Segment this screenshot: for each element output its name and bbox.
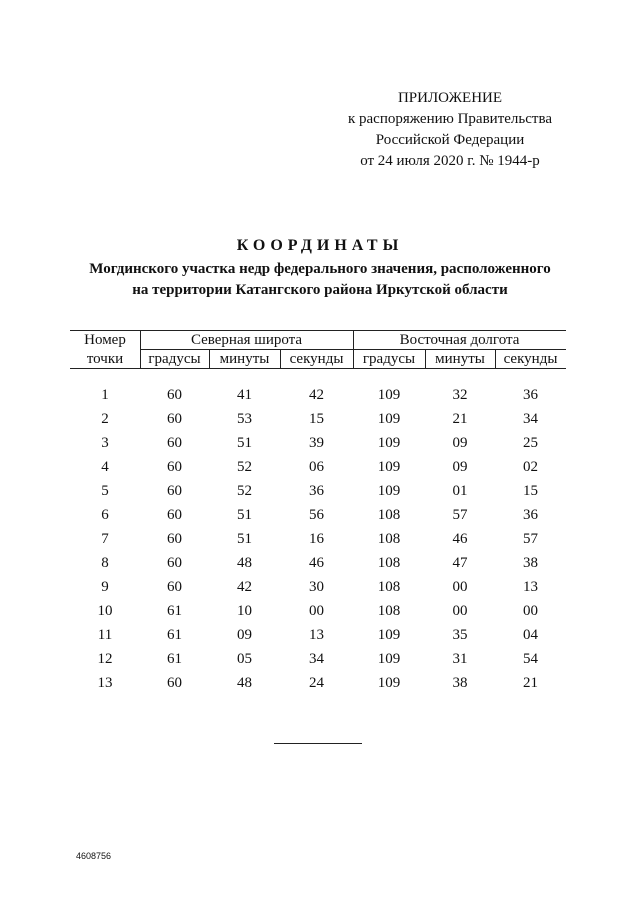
cell-east-seconds: 15 [523,483,538,499]
cell-north-degrees: 61 [167,603,182,619]
table-row [70,575,566,599]
cell-east-minutes: 46 [452,531,468,547]
cell-point-number: 5 [101,483,109,499]
cell-east-degrees: 109 [377,627,401,643]
cell-point-number: 4 [101,459,109,475]
appendix-authority: Российской Федерации [375,132,525,148]
cell-east-minutes: 31 [452,651,468,667]
cell-north-seconds: 30 [309,579,324,595]
cell-point-number: 10 [97,603,113,619]
cell-point-number: 9 [101,579,109,595]
cell-north-seconds: 16 [309,531,324,547]
appendix-date-number: от 24 июля 2020 г. № 1944-р [360,153,540,169]
cell-north-minutes: 09 [237,627,252,643]
table-row [70,647,566,671]
cell-point-number: 2 [101,411,109,427]
cell-north-seconds: 42 [309,387,324,403]
cell-east-minutes: 35 [452,627,468,643]
cell-north-degrees: 60 [167,411,182,427]
appendix-title: ПРИЛОЖЕНИЕ [397,90,503,106]
table-row [70,407,566,431]
cell-east-degrees: 109 [377,651,401,667]
cell-north-degrees: 60 [167,435,182,451]
cell-north-seconds: 06 [309,459,324,475]
header-bottom-rule [70,368,566,369]
cell-point-number: 3 [101,435,109,451]
cell-north-seconds: 46 [309,555,324,571]
cell-north-degrees: 60 [167,675,182,691]
cell-north-degrees: 60 [167,459,182,475]
cell-north-degrees: 61 [167,627,182,643]
header-number: Номер [84,332,126,348]
cell-east-degrees: 109 [377,387,401,403]
cell-east-minutes: 09 [452,435,468,451]
table-row [70,383,566,407]
table-row [70,455,566,479]
cell-point-number: 7 [101,531,109,547]
header-north-minutes: минуты [219,351,270,367]
appendix-reference: к распоряжению Правительства [347,111,552,127]
cell-north-minutes: 51 [237,435,252,451]
document-subtitle [0,259,640,301]
header-east-degrees: градусы [362,351,416,367]
cell-north-minutes: 48 [237,675,252,691]
cell-east-minutes: 57 [452,507,468,523]
cell-east-degrees: 109 [377,483,401,499]
cell-east-seconds: 13 [523,579,538,595]
cell-east-minutes: 09 [452,459,468,475]
table-row [70,551,566,575]
cell-north-degrees: 60 [167,507,182,523]
cell-north-degrees: 60 [167,579,182,595]
cell-east-degrees: 108 [377,531,401,547]
cell-north-seconds: 34 [309,651,324,667]
cell-east-seconds: 36 [523,387,538,403]
cell-north-degrees: 60 [167,483,182,499]
cell-point-number: 11 [97,627,113,643]
appendix-block [330,88,570,172]
cell-point-number: 1 [101,387,109,403]
cell-east-seconds: 21 [523,675,538,691]
table-row [70,503,566,527]
cell-north-minutes: 05 [237,651,252,667]
cell-north-seconds: 00 [309,603,324,619]
cell-north-seconds: 24 [309,675,324,691]
cell-north-seconds: 15 [309,411,324,427]
cell-east-minutes: 00 [452,603,468,619]
cell-east-seconds: 02 [523,459,538,475]
cell-east-seconds: 04 [523,627,538,643]
cell-north-degrees: 60 [167,531,182,547]
cell-north-minutes: 51 [237,507,252,523]
cell-point-number: 6 [101,507,109,523]
cell-north-minutes: 51 [237,531,252,547]
cell-north-seconds: 39 [309,435,324,451]
header-north-seconds: секунды [289,351,344,367]
header-east-longitude: Восточная долгота [399,332,520,348]
cell-north-minutes: 52 [237,483,252,499]
header-north-degrees: градусы [148,351,201,367]
cell-north-seconds: 36 [309,483,324,499]
cell-east-minutes: 32 [452,387,468,403]
document-heading: КООРДИНАТЫ [236,237,404,254]
cell-north-minutes: 10 [237,603,252,619]
header-north-latitude: Северная широта [190,332,303,348]
table-row [70,479,566,503]
table-row [70,527,566,551]
cell-north-minutes: 42 [237,579,252,595]
cell-east-degrees: 108 [377,507,401,523]
cell-point-number: 13 [97,675,113,691]
cell-north-minutes: 53 [237,411,252,427]
cell-north-minutes: 48 [237,555,252,571]
cell-east-degrees: 108 [377,579,401,595]
table-row [70,599,566,623]
cell-north-seconds: 13 [309,627,324,643]
cell-east-degrees: 109 [377,435,401,451]
cell-east-minutes: 01 [452,483,468,499]
cell-point-number: 12 [97,651,113,667]
cell-east-seconds: 38 [523,555,538,571]
header-east-minutes: минуты [435,351,485,367]
cell-east-degrees: 109 [377,411,401,427]
cell-north-degrees: 60 [167,555,182,571]
cell-north-degrees: 61 [167,651,182,667]
cell-east-minutes: 47 [452,555,468,571]
cell-east-degrees: 109 [377,675,401,691]
table-row [70,431,566,455]
header-point: точки [86,351,124,367]
cell-east-degrees: 109 [377,459,401,475]
table-row [70,623,566,647]
cell-point-number: 8 [101,555,109,571]
cell-east-minutes: 00 [452,579,468,595]
cell-east-seconds: 00 [523,603,538,619]
subtitle-line-2: на территории Катангского района Иркутской области [132,282,508,298]
cell-north-minutes: 52 [237,459,252,475]
cell-east-minutes: 38 [452,675,468,691]
cell-north-minutes: 41 [237,387,252,403]
cell-north-degrees: 60 [167,387,182,403]
table-row [70,671,566,695]
cell-east-minutes: 21 [452,411,468,427]
document-number: 4608756 [76,851,112,861]
cell-east-seconds: 34 [523,411,538,427]
subtitle-line-1: Могдинского участка недр федерального значения, расположенного [89,261,551,277]
cell-east-seconds: 25 [523,435,538,451]
cell-east-seconds: 57 [523,531,538,547]
cell-east-degrees: 108 [377,603,401,619]
cell-east-seconds: 54 [523,651,538,667]
cell-east-seconds: 36 [523,507,538,523]
signature-line [274,743,362,744]
cell-north-seconds: 56 [309,507,324,523]
header-east-seconds: секунды [503,351,558,367]
cell-east-degrees: 108 [377,555,401,571]
